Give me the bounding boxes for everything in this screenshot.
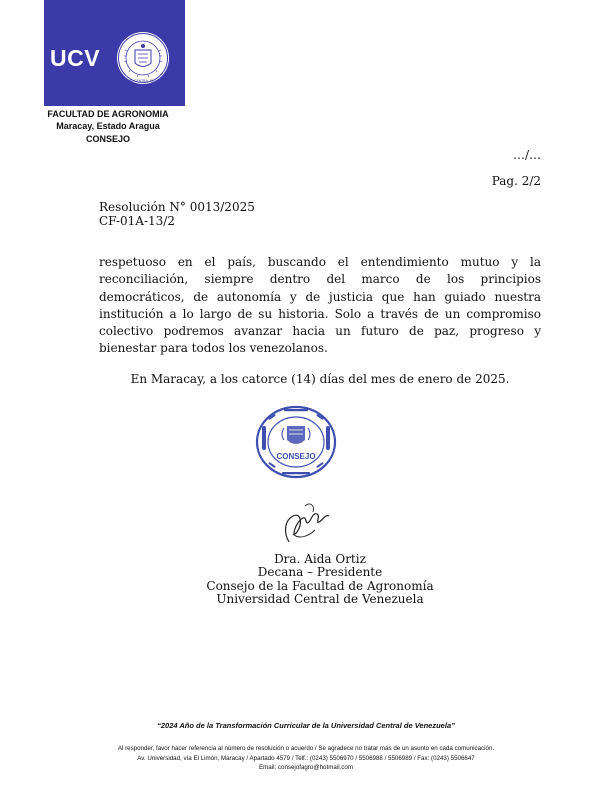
footer-address: Av. Universidad, vía El Limón, Maracay / Apartado 4579 / Telf.: (0243) 5506970 / 5506988 / 5506989 / Fax: (0243) 5506647 xyxy=(137,754,475,762)
resolution-number: Resolución N° 0013/2025 xyxy=(99,200,255,214)
footer-note: Al responder, favor hacer referencia al número de resolución o acuerdo / Se agradece no tratar más de un asunto en cada comunicación. xyxy=(117,745,495,752)
body-paragraph: respetuoso en el país, buscando el entendimiento mutuo y la reconciliación, siempre dentro del marco de los principios democráticos, de autonomía y de justicia que han guiado nuestra institución a lo largo de su historia. Solo a través de un compromiso colectivo podremos avanzar hacia un futuro de paz, progreso y bienestar para todos los venezolanos. xyxy=(99,255,541,356)
footer xyxy=(40,744,572,773)
svg-text:UNIVERSIDAD CENTRAL DE VENEZUE: UNIVERSIDAD CENTRAL DE VENEZUELA xyxy=(111,79,175,83)
page-number: Pag. 2/2 xyxy=(491,174,541,188)
faculty-council: CONSEJO xyxy=(85,133,130,144)
faculty-name: FACULTAD DE AGRONOMIA xyxy=(47,109,169,119)
signatory-university: Universidad Central de Venezuela xyxy=(216,591,424,606)
ucv-logo-text: UCV xyxy=(50,45,101,71)
signature-image xyxy=(275,492,337,554)
signatory-name: Dra. Aida Ortiz xyxy=(274,552,366,566)
resolution-reference xyxy=(99,200,255,228)
faculty-location: Maracay, Estado Aragua xyxy=(56,121,160,132)
signatory-body: Consejo de la Facultad de Agronomía xyxy=(206,578,434,593)
resolution-code: CF-01A-13/2 xyxy=(99,214,175,228)
university-seal-icon xyxy=(111,30,175,86)
signatory-role: Decana – Presidente xyxy=(257,565,383,580)
faculty-header xyxy=(18,108,198,145)
signatory-block xyxy=(190,553,450,606)
continuation-mark: …/… xyxy=(512,148,541,162)
footer-email: Email: consejofagro@hotmail.com xyxy=(259,764,353,772)
footer-motto: “2024 Año de la Transformación Curricular de la Universidad Central de Venezuela” xyxy=(157,721,455,730)
council-stamp-icon xyxy=(254,404,338,480)
stamp-center-text: CONSEJO xyxy=(276,452,316,461)
date-line: En Maracay, a los catorce (14) días del mes de enero de 2025. xyxy=(130,372,510,386)
